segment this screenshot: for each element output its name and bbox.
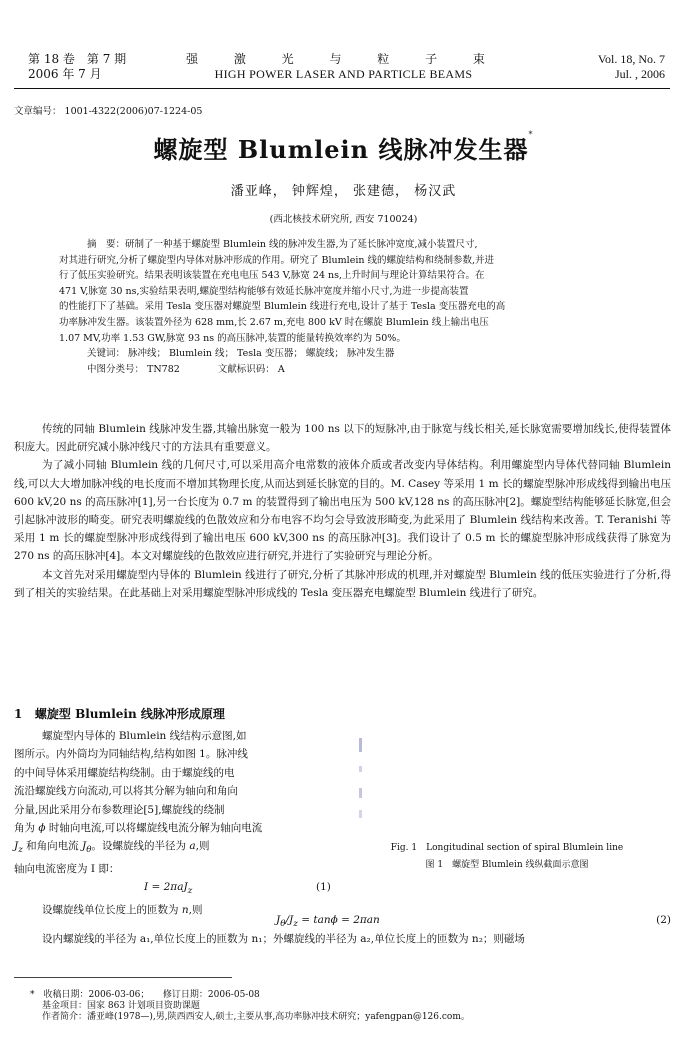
figure-1-caption [372,840,642,874]
header-date-en-line: Jul. , 2006 [614,67,665,81]
body-paragraph: 本文首先对采用螺旋型内导体的 Blumlein 线进行了研究,分析了其脉冲形成的机理,并对螺旋型 Blumlein 线的低压实验进行了分析,得到了相关的实验结果。在此基础上对采用螺旋型脉冲形成线的 Tesla 变压器充电螺旋型 Blumlein 线进行了研究。 [14,568,671,599]
section-line: 分量,因此采用分布参数理论[5],螺旋线的绕制 [14,803,225,816]
jtheta-symbol: J [82,840,87,853]
section-line-part: 设螺旋线单位长度上的匝数为 [42,903,182,916]
section-line: 流沿螺旋线方向流动,可以将其分解为轴向和角向 [14,785,238,798]
section-line-part: 时轴向电流,可以将螺旋线电流分解为轴向电流 [45,822,263,835]
section-line-part: 和角向电流 [22,840,83,853]
section-text [14,727,350,919]
equation-1 [14,878,350,901]
body-paragraph: 为了减小同轴 Blumlein 线的几何尺寸,可以采用高介电常数的液体介质或者改变内导体结构。利用螺旋型内导体代替同轴 Blumlein 线,可以大大增加脉冲线的电长度而不增加其物理长度,从而达到延长脉宽的目的。M. Casey 等采用 1 m 长的螺旋型脉冲形成线得到输出电压 600 kV,20 ns 的高压脉冲[1],另一台长度为 0.7 m 的装置得到了输出电压为 500 kV,128 ns 的高压脉冲[2]。螺旋型结构能够延长脉宽,但会引起脉冲波形的畸变。研究表明螺旋线的色散效应和分布电容不均匀会导致波形畸变,为此采用了 Blumlein 线结构来改善。T. Teranishi 等采用 1 m 长的螺旋型脉冲形成线得到了输出电压 600 kV,300 ns 的高压脉冲[3]。我们设计了 0.5 m 长的螺旋型脉冲形成线获得了脉宽为 270 ns 的高压脉冲[4]。本文对螺旋线的色散效应进行研究,并进行了实验研究与理论分析。 [14,459,671,563]
journal-name-cn: 强 激 光 与 粒 子 束 [186,52,501,66]
footnote-line: 基金项目：国家 863 计划项目资助课题 [42,1001,200,1011]
header-volume-en [598,52,665,82]
section-line-part: ,则 [188,903,203,916]
jz-sub: z [18,845,23,856]
header-date-line: 2006 年 7 月 [28,67,102,81]
section-line-part: ,则 [195,840,210,853]
header-rule [14,88,670,89]
abstract-line: 1.07 MV,功率 1.53 GW,脉宽 93 ns 的高压脉冲,装置的能量转换效率约为 50%。 [59,332,406,344]
section-number: 1 [14,707,23,721]
footnote [30,990,650,1023]
abstract-line: 摘 要：研制了一种基于螺旋型 Blumlein 线的脉冲发生器,为了延长脉冲宽度,减小装置尺寸, [87,239,478,250]
abstract-line: 行了低压实验研究。结果表明该装置在充电电压 543 V,脉宽 24 ns,上升时间与理论计算结果符合。在 [59,270,485,282]
phi-symbol: ϕ [38,822,46,835]
paper-title [0,130,687,165]
section-line [14,837,350,860]
eq2-sub-z: z [293,919,298,930]
section-title: 螺旋型 Blumlein 线脉冲形成原理 [34,707,225,721]
section-line [14,819,350,837]
turns-symbol: n [181,903,189,916]
abstract-line: 471 V,脉宽 30 ns,实验结果表明,螺旋型结构能够有效延长脉冲宽度并缩小尺寸,为进一步提高装置 [59,285,469,297]
journal-name-en: HIGH POWER LASER AND PARTICLE BEAMS [214,67,473,81]
abstract [59,237,634,377]
eq2-sub-theta: θ [280,919,286,930]
section-line: 的中间导体采用螺旋结构绕制。由于螺旋线的电 [14,766,235,779]
figure-1-image [357,736,371,824]
section-line: 图所示。内外筒均为同轴结构,结构如图 1。脉冲线 [14,748,248,761]
section-line-last: 设内螺旋线的半径为 a₁,单位长度上的匝数为 n₁；外螺旋线的半径为 a₂,单位长度上的匝数为 n₂；则磁场 [42,933,525,945]
equation-2-number: (2) [656,914,671,926]
affiliation: (西北核技术研究所, 西安 710024) [269,214,418,225]
intro-body [14,420,671,602]
section-line: 螺旋型内导体的 Blumlein 线结构示意图,如 [42,730,247,742]
title-footnote-mark: * [528,130,534,139]
footnote-rule [14,977,232,978]
article-number: 文章编号： 1001-4322(2006)07-1224-05 [14,106,203,117]
equation-1-sub: z [187,886,193,897]
section-line-part: 角为 [14,822,39,835]
section-line: 轴向电流密度为 I 即： [14,862,120,875]
classification: 中图分类号： TN782 文献标识码： A [87,363,285,375]
jz-symbol: J [14,840,19,853]
section-heading [14,705,225,722]
figure-caption-en: Fig. 1 Longitudinal section of spiral Blumlein line [390,843,624,853]
jtheta-sub: θ [86,845,92,856]
radius-symbol: a [189,840,196,853]
equation-1-number: (1) [316,881,331,894]
section-line-part: 。设螺旋线的半径为 [91,840,190,853]
eq2-j: J [276,914,281,926]
equation-1-body: I = 2πaJ [144,881,188,894]
authors: 潘亚峰， 钟辉煌， 张建德， 杨汉武 [230,184,457,199]
figure-caption-cn: 图 1 螺旋型 Blumlein 线纵截面示意图 [425,860,589,870]
header-volume-line: 第 18 卷 第 7 期 [28,52,127,66]
abstract-line: 对其进行研究,分析了螺旋型内导体对脉冲形成的作用。研究了 Blumlein 线的螺旋结构和绕制参数,并进 [59,254,495,266]
footnote-line: 作者简介：潘亚峰(1978—),男,陕西西安人,硕士,主要从事,高功率脉冲技术研究；yafengpan@126.com。 [42,1012,470,1022]
footnote-line: * 收稿日期：2006-03-06； 修订日期：2006-05-08 [30,990,260,1000]
eq2-mid: /J [285,914,294,926]
header-volume-en-line: Vol. 18, No. 7 [597,52,665,66]
abstract-line: 的性能打下了基础。采用 Tesla 变压器对螺旋型 Blumlein 线进行充电,设计了基于 Tesla 变压器充电的高 [59,301,506,313]
body-paragraph: 传统的同轴 Blumlein 线脉冲发生器,其输出脉宽一般为 100 ns 以下的短脉冲,由于脉宽与线长相关,延长脉宽需要增加线长,使得装置体积庞大。因此研究减小脉冲线尺寸的方法具有重要意义。 [14,423,671,454]
paper-title-text: 螺旋型 Blumlein 线脉冲发生器 [153,135,529,164]
journal-name [0,52,687,82]
keywords: 关键词： 脉冲线； Blumlein 线； Tesla 变压器； 螺旋线； 脉冲发生器 [87,348,395,360]
abstract-line: 功率脉冲发生器。该装置外径为 628 mm,长 2.67 m,充电 800 kV 时在螺旋 Blumlein 线上输出电压 [59,316,489,328]
eq2-rest: = tanϕ = 2πan [297,914,380,926]
